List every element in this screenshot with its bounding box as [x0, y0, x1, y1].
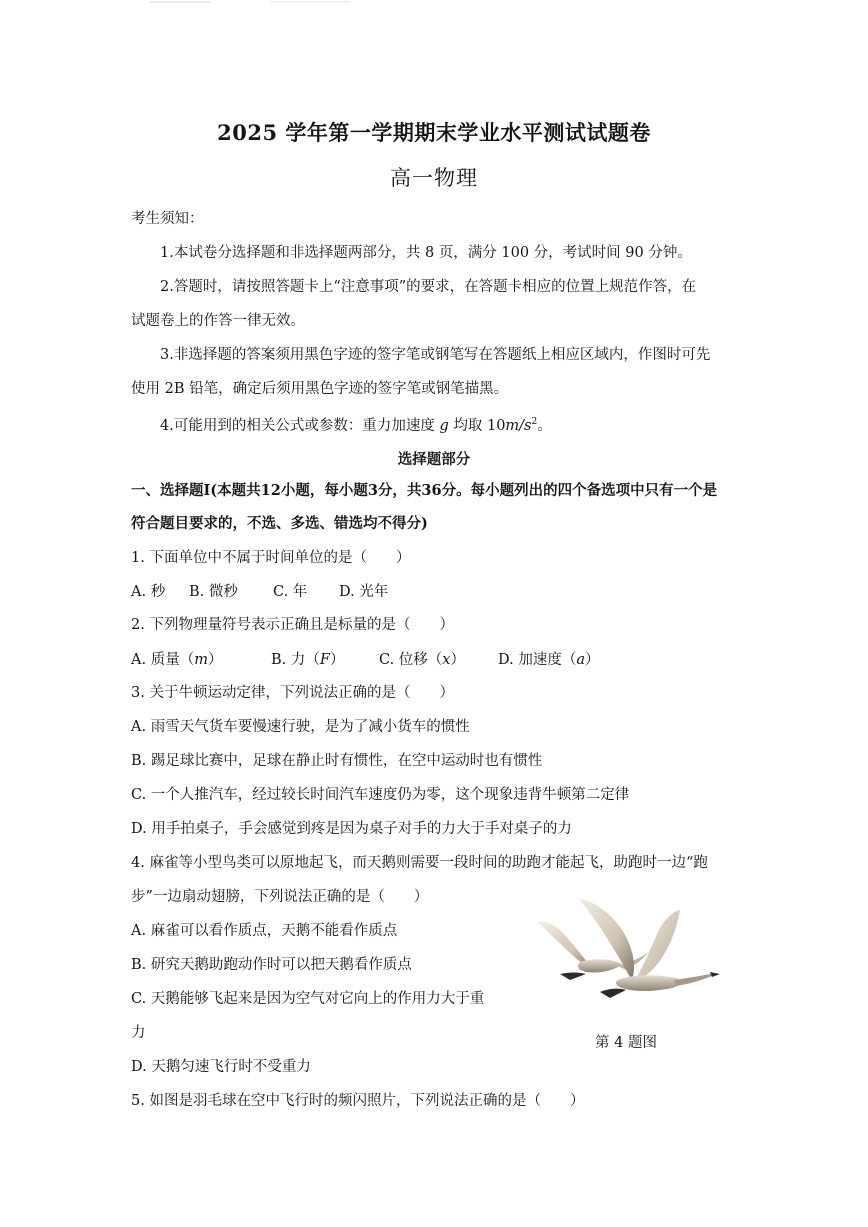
- q3-option-d: D. 用手拍桌子，手会感觉到疼是因为桌子对手的力大于手对桌子的力: [131, 821, 572, 837]
- scan-artifact: [150, 0, 350, 4]
- notice-item-4: [160, 412, 552, 436]
- q4-option-c-cont: 力: [131, 1025, 146, 1041]
- q2-option-a-symbol: m: [194, 652, 208, 668]
- notice-item-4-prefix: 4.可能用到的相关公式或参数：重力加速度: [160, 417, 440, 434]
- q2-option-b: [271, 650, 344, 670]
- q2-option-c-post: ）: [450, 652, 465, 668]
- q1-option-a: A. 秒: [131, 584, 166, 600]
- notice-item-1: 1.本试卷分选择题和非选择题两部分，共 8 页，满分 100 分，考试时间 90 分钟。: [160, 245, 692, 261]
- q2-option-d: [498, 650, 599, 670]
- q1-options: [131, 582, 388, 602]
- notice-heading: 考生须知：: [131, 211, 204, 227]
- notice-item-2-cont: 试题卷上的作答一律无效。: [131, 313, 305, 329]
- notice-item-4-mid: 均取 10: [448, 417, 506, 434]
- part1-instruction-line1: 一、选择题Ⅰ(本题共12小题，每小题3分，共36分。每小题列出的四个备选项中只有一个是: [131, 482, 718, 499]
- section-title: 选择题部分: [397, 451, 471, 468]
- q2-option-d-symbol: a: [576, 652, 585, 668]
- q1-option-b: B. 微秒: [189, 584, 238, 600]
- swans-figure: [530, 892, 730, 1024]
- q3-option-c: C. 一个人推汽车，经过较长时间汽车速度仍为零，这个现象违背牛顿第二定律: [131, 787, 630, 803]
- unit-text: m/s: [505, 417, 532, 434]
- q2-option-d-post: ）: [584, 652, 600, 668]
- q2-option-a: [131, 650, 222, 670]
- q2-option-a-post: ）: [207, 652, 223, 668]
- part1-instruction-line2: 符合题目要求的，不选、多选、错选均不得分): [131, 515, 428, 532]
- q4-option-d: D. 天鹅匀速飞行时不受重力: [131, 1059, 311, 1075]
- notice-item-3-cont: 使用 2B 铅笔，确定后须用黑色字迹的签字笔或钢笔描黑。: [131, 381, 509, 397]
- notice-item-4-end: 。: [537, 417, 552, 434]
- q1-stem: 1. 下面单位中不属于时间单位的是（ ）: [131, 550, 411, 566]
- q2-option-c-pre: C. 位移（: [379, 652, 443, 668]
- q2-option-b-post: ）: [329, 652, 345, 668]
- q3-option-a: A. 雨雪天气货车要慢速行驶，是为了减小货车的惯性: [131, 719, 470, 735]
- q4-option-b: B. 研究天鹅助跑动作时可以把天鹅看作质点: [131, 957, 412, 973]
- notice-item-2: 2.答题时，请按照答题卡上“注意事项”的要求，在答题卡相应的位置上规范作答，在: [160, 279, 697, 295]
- q1-option-d: D. 光年: [339, 584, 389, 600]
- figure-4-caption: 第 4 题图: [595, 1035, 657, 1051]
- notice-item-3: 3.非选择题的答案须用黑色字迹的签字笔或钢笔写在答题纸上相应区域内，作图时可先: [160, 347, 711, 363]
- q4-option-a: A. 麻雀可以看作质点，天鹅不能看作质点: [131, 923, 398, 939]
- q3-stem: 3. 关于牛顿运动定律，下列说法正确的是（ ）: [131, 685, 454, 701]
- q2-option-b-pre: B. 力（: [271, 652, 320, 668]
- q4-stem-line2: 步”一边扇动翅膀，下列说法正确的是（ ）: [131, 889, 429, 905]
- q2-option-c: [379, 650, 465, 670]
- q2-option-a-pre: A. 质量（: [131, 652, 195, 668]
- q2-option-c-symbol: x: [442, 652, 451, 668]
- q2-option-b-symbol: F: [319, 652, 330, 668]
- exam-title: 2025 学年第一学期期末学业水平测试试题卷: [217, 120, 651, 145]
- gravity-symbol: g: [439, 417, 449, 434]
- q3-option-b: B. 踢足球比赛中，足球在静止时有惯性，在空中运动时也有惯性: [131, 753, 543, 769]
- q5-stem: 5. 如图是羽毛球在空中飞行时的频闪照片，下列说法正确的是（ ）: [131, 1093, 585, 1109]
- q1-option-c: C. 年: [273, 584, 308, 600]
- q2-stem: 2. 下列物理量符号表示正确且是标量的是（ ）: [131, 617, 454, 633]
- q4-option-c: C. 天鹅能够飞起来是因为空气对它向上的作用力大于重: [131, 991, 485, 1007]
- q4-stem-line1: 4. 麻雀等小型鸟类可以原地起飞，而天鹅则需要一段时间的助跑才能起飞，助跑时一边“跑: [131, 855, 708, 871]
- q2-option-d-pre: D. 加速度（: [498, 652, 577, 668]
- swan-front: [578, 898, 720, 998]
- unit-exponent: 2: [531, 417, 538, 427]
- subject-title: 高一物理: [390, 166, 478, 190]
